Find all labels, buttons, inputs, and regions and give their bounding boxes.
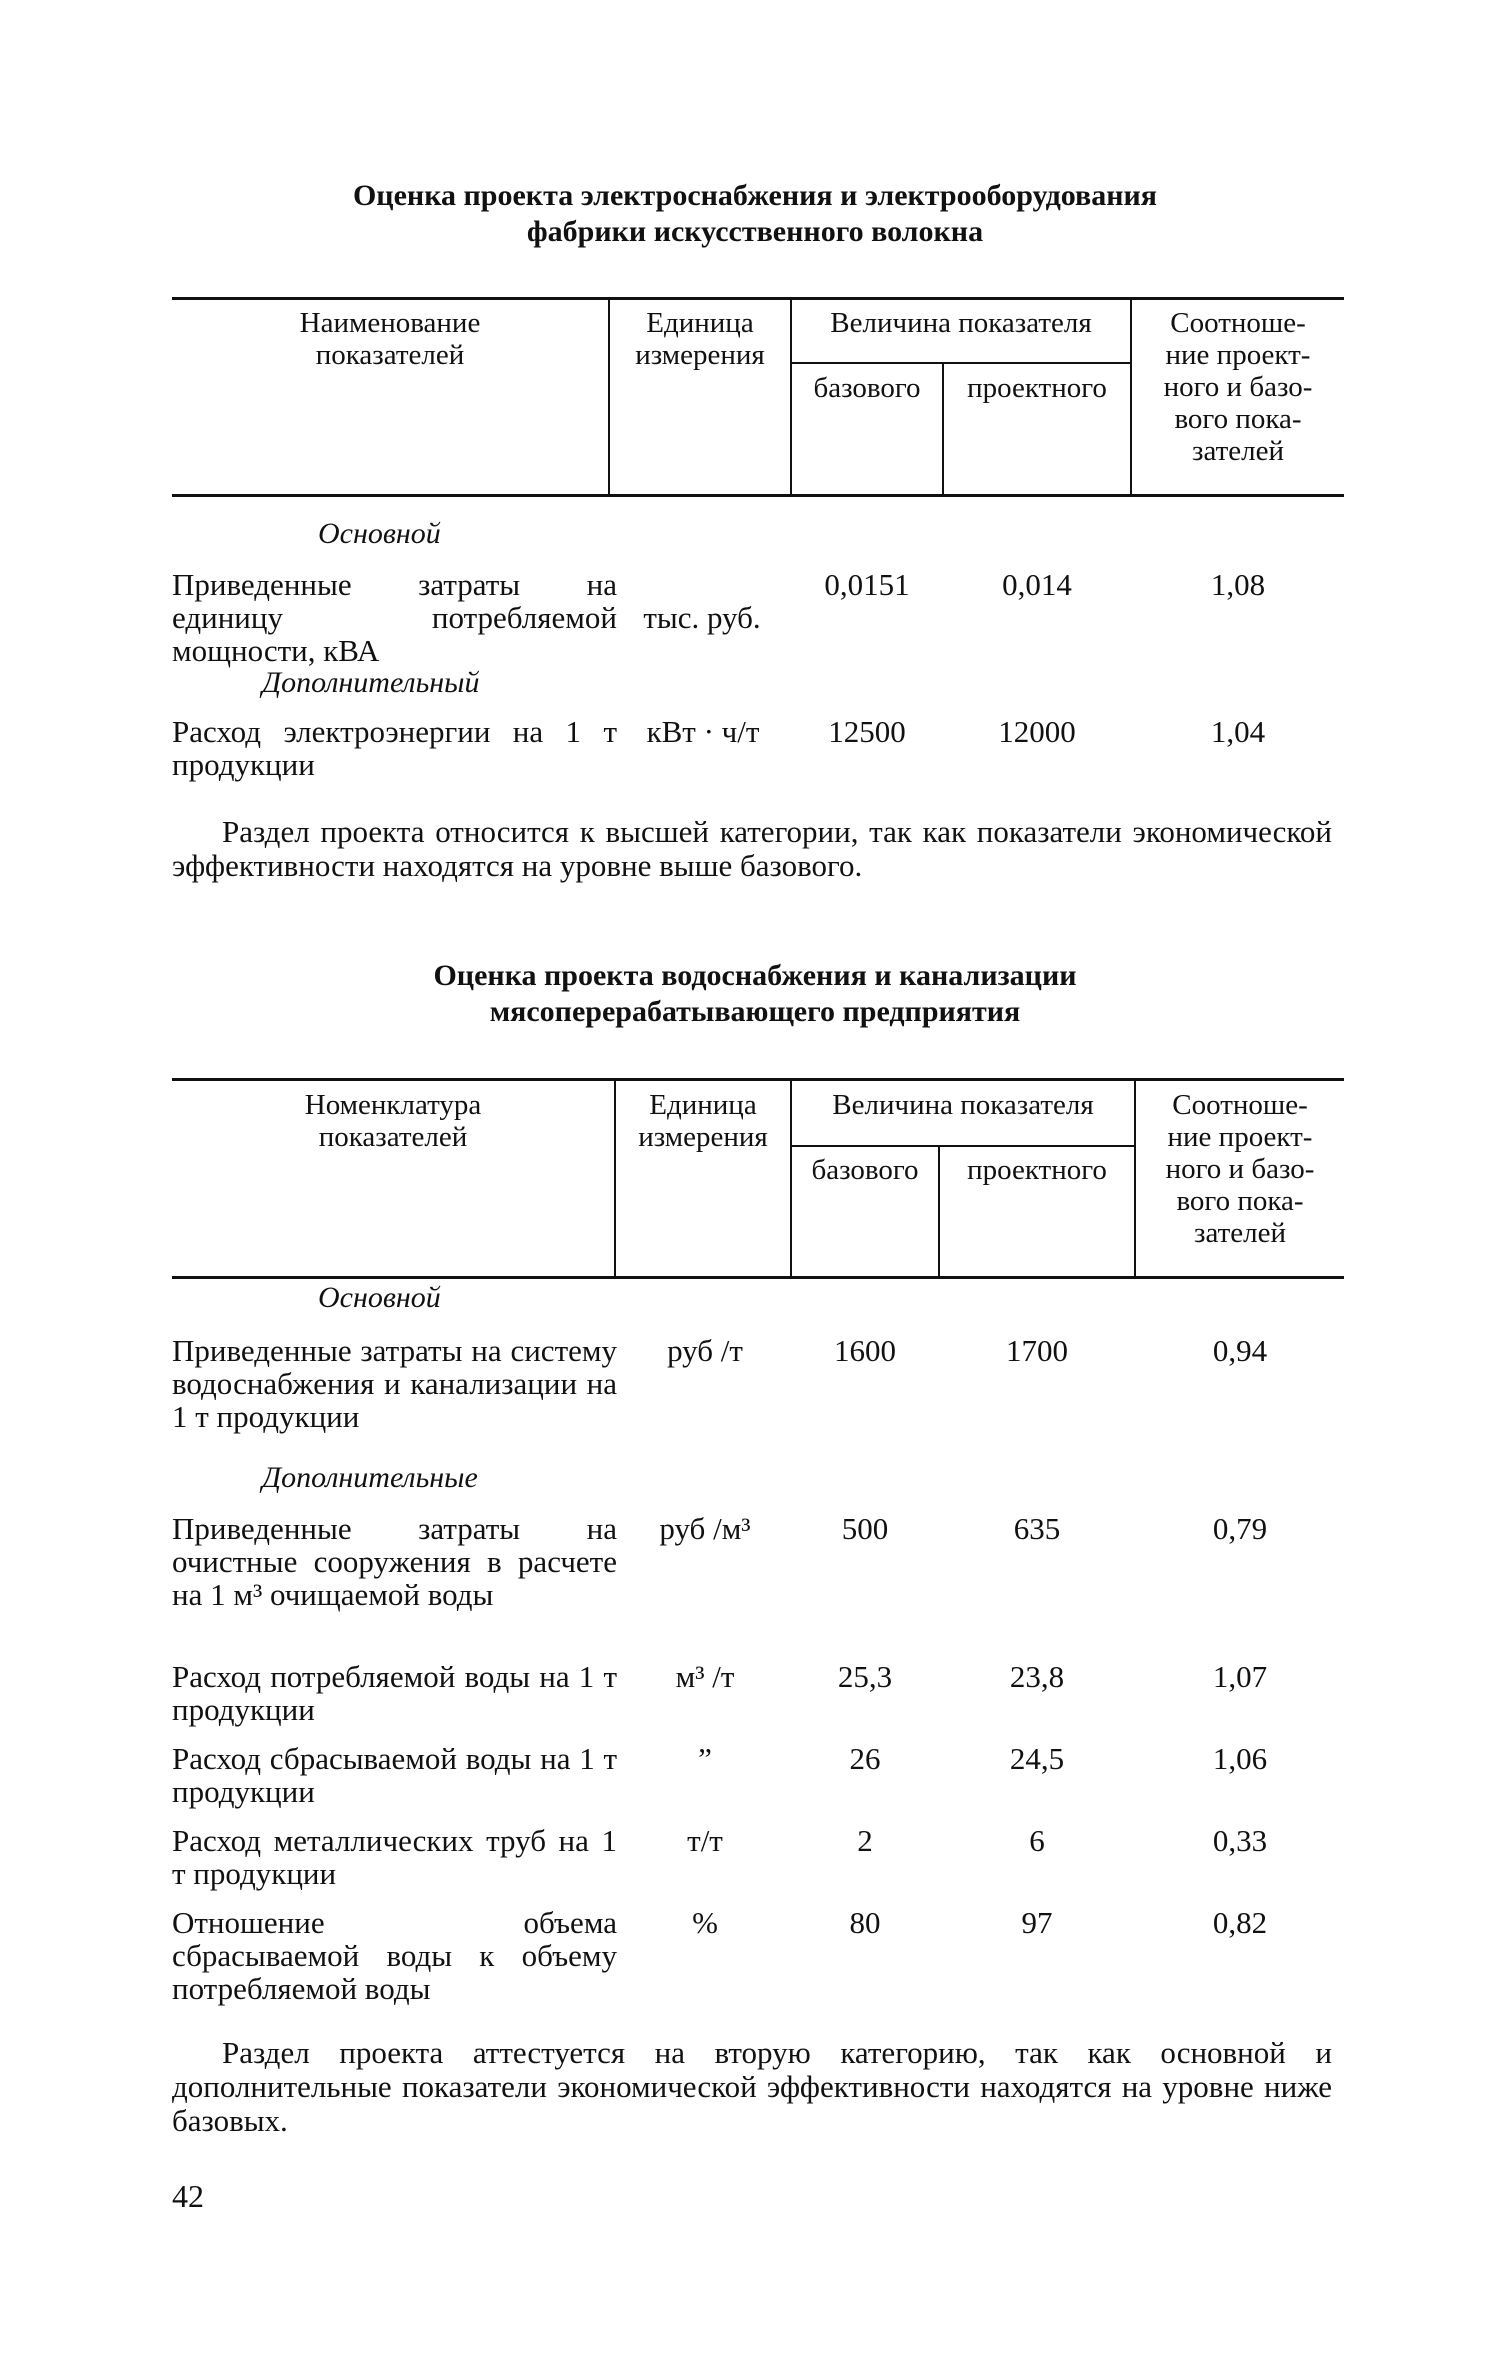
row-ratio: 0,33	[1212, 1823, 1268, 1858]
row-base: 500	[841, 1511, 889, 1546]
table2-value-rule	[790, 1145, 1134, 1147]
table2-title-line1: Оценка проекта водоснабжения и канализации	[433, 959, 1077, 992]
header-text: ного и базо-	[1165, 1153, 1315, 1185]
header-text: ние проект-	[1167, 1121, 1313, 1153]
table1-category-extra: Дополнительный	[262, 666, 480, 699]
row-ratio: 0,82	[1212, 1905, 1268, 1940]
header-text: ние проект-	[1165, 339, 1311, 371]
row-project: 1700	[1006, 1333, 1068, 1368]
row-project: 635	[1013, 1511, 1061, 1546]
table2-header-ratio	[1136, 1089, 1344, 1249]
table1-category-main: Основной	[318, 517, 441, 550]
row-name: Расход металлических труб на 1 т продукции	[172, 1823, 617, 1891]
row-unit: м³ /т	[675, 1659, 735, 1694]
row-base: 1600	[834, 1333, 896, 1368]
header-text: Соотноше-	[1170, 307, 1306, 339]
table1-header-value: Величина показателя	[830, 307, 1092, 339]
row-base: 0,0151	[824, 567, 910, 602]
table2-header-rule	[172, 1276, 1344, 1279]
table2-title-line2: мясоперерабатывающего предприятия	[489, 995, 1021, 1028]
table1-title	[170, 178, 1340, 250]
row-unit: т/т	[687, 1823, 723, 1858]
table1-value-rule	[790, 362, 1130, 364]
row-project: 23,8	[1009, 1659, 1065, 1694]
row-unit: кВт · ч/т	[646, 714, 760, 749]
table2-header-base: базового	[811, 1154, 919, 1186]
header-text: зателей	[1194, 1217, 1286, 1249]
row-unit: ”	[698, 1741, 712, 1776]
header-text: Номенклатура	[304, 1089, 482, 1121]
header-text: Соотноше-	[1172, 1089, 1308, 1121]
row-name: Расход электроэнергии на 1 т продукции	[172, 714, 617, 782]
table2-conclusion: Раздел проекта аттестуется на вторую категорию, так как основной и дополнительные показатели экономической эффективности находятся на уровне ниже базовых.	[172, 2035, 1332, 2138]
table2-header-project: проектного	[967, 1154, 1107, 1186]
table1-top-rule	[172, 297, 1344, 300]
row-base: 12500	[828, 714, 906, 749]
row-name: Расход потребляемой воды на 1 т продукции	[172, 1659, 617, 1727]
table1-header-project: проектного	[967, 372, 1107, 404]
header-text: вого пока-	[1176, 1185, 1304, 1217]
row-ratio: 0,94	[1212, 1333, 1268, 1368]
table1-header-base: базового	[813, 372, 921, 404]
header-text: Наименование	[299, 307, 481, 339]
row-project: 6	[1029, 1823, 1045, 1858]
table2-header-name	[172, 1089, 614, 1153]
row-ratio: 1,06	[1212, 1741, 1268, 1776]
header-text: измерения	[638, 1121, 768, 1153]
table1-header-unit	[610, 307, 790, 371]
table2-header-value: Величина показателя	[832, 1089, 1094, 1121]
row-unit: %	[692, 1905, 718, 1940]
row-ratio: 1,07	[1212, 1659, 1268, 1694]
header-text: показателей	[318, 1121, 468, 1153]
table2-header-unit	[616, 1089, 790, 1153]
table1-conclusion: Раздел проекта относится к высшей категории, так как показатели экономической эффективности находятся на уровне выше базового.	[172, 814, 1332, 883]
header-text: зателей	[1192, 435, 1284, 467]
header-text: Единица	[646, 307, 754, 339]
table1-title-line2: фабрики искусственного волокна	[526, 215, 984, 248]
row-base: 26	[849, 1741, 881, 1776]
row-name: Приведенные затраты на очистные сооружения в расчете на 1 м³ очищаемой воды	[172, 1511, 617, 1612]
row-ratio: 0,79	[1212, 1511, 1268, 1546]
header-text: показателей	[315, 339, 465, 371]
table1-title-line1: Оценка проекта электроснабжения и электрооборудования	[352, 179, 1158, 212]
row-ratio: 1,08	[1210, 567, 1266, 602]
row-unit: руб /т	[667, 1333, 743, 1368]
table2-category-extra: Дополнительные	[262, 1461, 478, 1494]
row-unit: руб /м³	[659, 1511, 751, 1546]
row-name: Приведенные затраты на систему водоснабжения и канализации на 1 т продукции	[172, 1333, 617, 1434]
row-project: 97	[1021, 1905, 1053, 1940]
row-project: 12000	[998, 714, 1076, 749]
table2-category-main: Основной	[318, 1281, 441, 1314]
row-ratio: 1,04	[1210, 714, 1266, 749]
header-text: измерения	[635, 339, 765, 371]
row-name: Приведенные затраты на единицу потребляемой мощности, кВА	[172, 567, 617, 668]
row-base: 25,3	[837, 1659, 893, 1694]
table1-header-name	[172, 307, 608, 371]
row-unit: тыс. руб.	[643, 600, 761, 635]
header-text: Единица	[649, 1089, 757, 1121]
row-base: 80	[849, 1905, 881, 1940]
header-text: вого пока-	[1174, 403, 1302, 435]
table1-header-ratio	[1132, 307, 1344, 467]
table1-header-rule	[172, 494, 1344, 497]
table2-title	[170, 958, 1340, 1030]
page-number: 42	[172, 2178, 204, 2214]
row-project: 24,5	[1009, 1741, 1065, 1776]
header-text: ного и базо-	[1163, 371, 1313, 403]
table2-top-rule	[172, 1078, 1344, 1081]
row-project: 0,014	[1002, 567, 1072, 602]
row-name: Расход сбрасываемой воды на 1 т продукции	[172, 1741, 617, 1809]
row-name: Отношение объема сбрасываемой воды к объему потребляемой воды	[172, 1905, 617, 2006]
row-base: 2	[857, 1823, 873, 1858]
